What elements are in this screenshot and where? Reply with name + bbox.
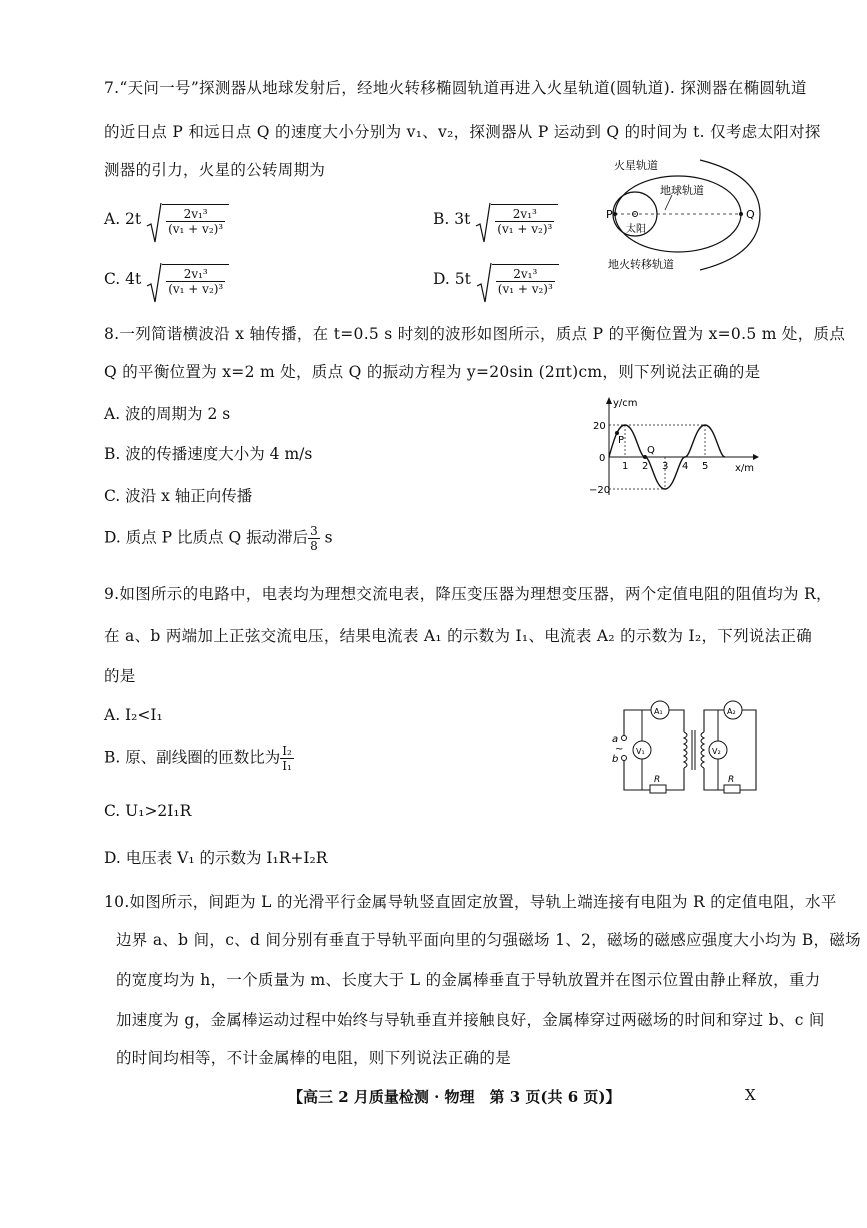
sqrt-sign	[146, 264, 229, 296]
x-tick-4: 4	[682, 461, 689, 472]
q10-line1: 10.如图所示，间距为 L 的光滑平行金属导轨竖直固定放置，导轨上端连接有电阻为 R 的定值电阻，水平	[104, 893, 837, 911]
point-q-dot	[739, 212, 743, 216]
primary-coil-icon	[684, 732, 687, 768]
label-q: Q	[647, 445, 655, 456]
ac-source-icon: ~	[615, 744, 624, 755]
frac-numerator: 2v₁³	[166, 267, 225, 282]
q7-line2: 的近日点 P 和远日点 Q 的速度大小分别为 v₁、v₂，探测器从 P 运动到 Q 的时间为 t. 仅考虑太阳对探	[104, 123, 821, 141]
q7-option-a	[104, 204, 229, 236]
sqrt-sign	[146, 204, 229, 236]
y-tick-neg20: −20	[589, 485, 611, 496]
x-tick-5: 5	[702, 461, 709, 472]
frac-denominator: (v₁ + v₂)³	[497, 282, 553, 296]
sqrt-sign	[475, 204, 558, 236]
q9-option-a: A. I₂<I₁	[104, 706, 163, 724]
radical-icon	[476, 262, 492, 304]
terminal-a	[622, 736, 627, 741]
page-footer: 【高三 2 月质量检测 · 物理 第 3 页(共 6 页)】	[288, 1088, 621, 1106]
label-mars-orbit: 火星轨道	[614, 159, 658, 172]
y-axis-label: y/cm	[613, 398, 638, 409]
label-b: b	[612, 754, 619, 765]
q8-line2: Q 的平衡位置为 x=2 m 处，质点 Q 的振动方程为 y=20sin (2πt)cm，则下列说法正确的是	[104, 363, 761, 381]
q9-option-d: D. 电压表 V₁ 的示数为 I₁R+I₂R	[104, 849, 328, 867]
radical-icon	[146, 262, 162, 304]
secondary-coil-icon	[701, 732, 704, 768]
frac-denominator: I₁	[282, 759, 292, 773]
label-v2: V₂	[712, 747, 721, 756]
q7-line3: 测器的引力，火星的公转周期为	[104, 161, 326, 179]
q8-option-a: A. 波的周期为 2 s	[104, 405, 231, 423]
label-q: Q	[746, 208, 755, 221]
q8-option-d-text: D. 质点 P 比质点 Q 振动滞后	[104, 528, 309, 547]
y-tick-0: 0	[599, 453, 606, 464]
label-a1: A₁	[654, 707, 663, 716]
q10-line4: 加速度为 g，金属棒运动过程中始终与导轨垂直并接触良好，金属棒穿过两磁场的时间和穿过 b、c 间	[116, 1011, 825, 1029]
orbit-diagram	[590, 150, 780, 280]
q9-line2: 在 a、b 两端加上正弦交流电压，结果电流表 A₁ 的示数为 I₁、电流表 A₂ 的示数为 I₂，下列说法正确	[104, 627, 813, 645]
x-tick-1: 1	[622, 461, 629, 472]
frac-denominator: (v₁ + v₂)³	[168, 222, 224, 236]
resistor-1-icon	[650, 785, 666, 793]
frac-numerator: 2v₁³	[495, 207, 554, 222]
label-v1: V₁	[636, 747, 645, 756]
q7-option-d-label: D. 5t	[433, 270, 471, 288]
x-tick-2: 2	[642, 461, 649, 472]
q9-option-b	[104, 744, 294, 773]
point-p-dot	[613, 212, 617, 216]
q9-option-b-text: B. 原、副线圈的匝数比为	[104, 748, 281, 767]
label-transfer-orbit: 地火转移轨道	[608, 258, 674, 271]
sqrt-sign	[476, 264, 559, 296]
radical-icon	[146, 202, 162, 244]
frac-numerator: 3	[310, 524, 318, 538]
label-r2: R	[728, 775, 735, 785]
wave-graph	[585, 395, 765, 505]
q8-option-c: C. 波沿 x 轴正向传播	[104, 487, 253, 505]
q10-line5: 的时间均相等，不计金属棒的电阻，则下列说法正确的是	[116, 1049, 512, 1067]
frac-denominator: 8	[310, 539, 318, 553]
frac-numerator: 2v₁³	[166, 207, 225, 222]
terminal-b	[622, 756, 627, 761]
label-sun: 太阳	[626, 224, 646, 235]
frac-numerator: 2v₁³	[496, 267, 555, 282]
label-p: P	[606, 208, 613, 221]
q8-option-d	[104, 524, 333, 553]
frac-denominator: (v₁ + v₂)³	[168, 282, 224, 296]
label-p: P	[618, 435, 625, 446]
radical-icon	[475, 202, 491, 244]
q7-option-c	[104, 264, 229, 296]
q9-line3: 的是	[104, 667, 136, 685]
q7-option-a-label: A. 2t	[104, 210, 142, 228]
q10-line2: 边界 a、b 间，c、d 间分别有垂直于导轨平面向里的匀强磁场 1、2，磁场的磁感应强度大小均为 B，磁场	[116, 931, 861, 949]
q9-line1: 9.如图所示的电路中，电表均为理想交流电表，降压变压器为理想变压器，两个定值电阻的阻值均为 R，	[104, 585, 832, 603]
x-axis-arrow-icon	[753, 454, 759, 460]
q9-option-c: C. U₁>2I₁R	[104, 802, 192, 820]
q8-option-d-unit: s	[319, 528, 333, 547]
frac-denominator: (v₁ + v₂)³	[497, 222, 553, 236]
circuit-diagram	[600, 698, 765, 803]
q8-line1: 8.一列简谐横波沿 x 轴传播，在 t=0.5 s 时刻的波形如图所示，质点 P 的平衡位置为 x=0.5 m 处，质点	[104, 325, 846, 343]
q10-line3: 的宽度均为 h，一个质量为 m、长度大于 L 的金属棒垂直于导轨放置并在图示位置由静止释放，重力	[116, 971, 821, 989]
q8-option-b: B. 波的传播速度大小为 4 m/s	[104, 445, 313, 463]
q7-option-b-label: B. 3t	[433, 210, 471, 228]
frac-numerator: I₂	[282, 744, 292, 758]
label-r1: R	[654, 775, 661, 785]
earth-label-leader	[665, 195, 672, 210]
x-axis-label: x/m	[735, 463, 755, 474]
x-tick-3: 3	[662, 461, 669, 472]
label-a: a	[612, 734, 619, 745]
resistor-2-icon	[724, 785, 740, 793]
y-axis-arrow-icon	[606, 397, 612, 404]
footer-mark: X	[745, 1086, 756, 1104]
q7-option-c-label: C. 4t	[104, 270, 142, 288]
label-earth-orbit: 地球轨道	[660, 184, 704, 197]
y-tick-20: 20	[593, 421, 606, 432]
label-a2: A₂	[727, 707, 736, 716]
q7-line1: 7.“天问一号”探测器从地球发射后，经地火转移椭圆轨道再进入火星轨道(圆轨道). 探测器在椭圆轨道	[104, 79, 807, 97]
q7-option-b	[433, 204, 558, 236]
q7-option-d	[433, 264, 559, 296]
